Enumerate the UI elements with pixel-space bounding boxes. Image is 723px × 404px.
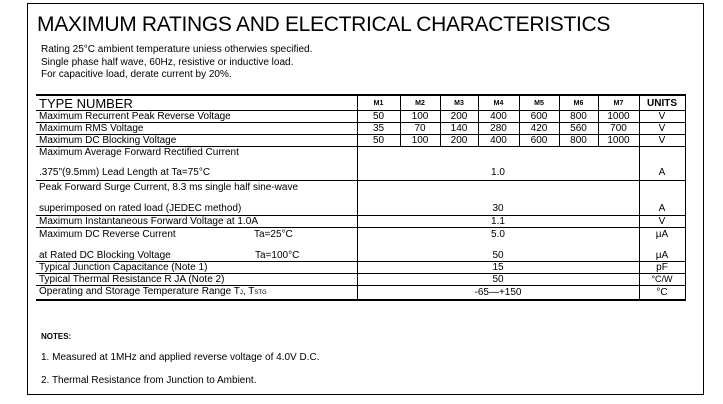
unit-cell: pF — [639, 262, 685, 274]
param-label: Typical Junction Capacitance (Note 1) — [36, 262, 357, 274]
value-cell: 800 — [559, 111, 598, 123]
value-cell: 700 — [598, 123, 639, 135]
model-header: M7 — [598, 95, 639, 111]
value-cell: 50 — [357, 274, 639, 286]
test-condition: Ta=25°C — [254, 229, 293, 240]
table-row — [36, 262, 685, 274]
unit-line: μA — [655, 229, 669, 240]
value-cell: 800 — [559, 135, 598, 147]
value-cell: 30 — [357, 181, 639, 216]
table-row — [36, 274, 685, 286]
value-cell: 100 — [400, 111, 440, 123]
value-cell — [357, 228, 639, 262]
table-row-reverse-current — [36, 228, 685, 262]
unit-cell: A — [639, 181, 685, 216]
value-cell: 420 — [519, 123, 559, 135]
param-label-line: Maximum Average Forward Rectified Current — [39, 147, 239, 158]
rating-conditions — [41, 44, 312, 82]
param-label-line: at Rated DC Blocking Voltage — [39, 250, 171, 261]
value-cell: 50 — [357, 135, 400, 147]
subscript: STG — [254, 290, 267, 296]
model-header: M1 — [357, 95, 400, 111]
value-cell: 50 — [357, 111, 400, 123]
table-row — [36, 286, 685, 301]
table-row-avg-current — [36, 147, 685, 181]
param-label-text: Operating and Storage Temperature Range T — [39, 286, 240, 297]
table-row — [36, 123, 685, 135]
ratings-table — [36, 94, 686, 301]
table-header-row — [36, 95, 685, 111]
table-row — [36, 216, 685, 228]
param-label — [36, 228, 357, 262]
param-label: Maximum DC Blocking Voltage — [36, 135, 357, 147]
value-cell: -65—+150 — [357, 286, 639, 301]
table-row — [36, 111, 685, 123]
value-cell: 400 — [478, 111, 519, 123]
param-label: Maximum RMS Voltage — [36, 123, 357, 135]
unit-cell — [639, 228, 685, 262]
param-label — [36, 147, 357, 181]
unit-cell: V — [639, 123, 685, 135]
value-cell: 600 — [519, 111, 559, 123]
value-cell: 560 — [559, 123, 598, 135]
value-line: 5.0 — [491, 229, 505, 240]
param-label-line: Maximum DC Reverse Current — [39, 229, 176, 240]
unit-cell: V — [639, 216, 685, 228]
notes-label: NOTES: — [41, 332, 72, 341]
subscript: J — [239, 290, 243, 296]
value-cell: 15 — [357, 262, 639, 274]
value-cell: 200 — [440, 135, 478, 147]
value-cell: 100 — [400, 135, 440, 147]
param-label — [36, 286, 357, 301]
unit-cell: A — [639, 147, 685, 181]
rating-condition-line: Rating 25°C ambient temperature uniess otherwies specified. — [41, 44, 313, 55]
value-cell: 35 — [357, 123, 400, 135]
value-cell: 1.1 — [357, 216, 639, 228]
table-row — [36, 135, 685, 147]
param-label-line: Peak Forward Surge Current, 8.3 ms single half sine-wave — [39, 182, 299, 193]
param-label-text: , T — [242, 286, 255, 297]
param-label-line: superimposed on rated load (JEDEC method) — [39, 203, 242, 214]
page-title: MAXIMUM RATINGS AND ELECTRICAL CHARACTERISTICS — [37, 13, 611, 36]
param-label: Maximum Instantaneous Forward Voltage at 1.0A — [36, 216, 357, 228]
model-header: M6 — [559, 95, 598, 111]
value-cell: 1.0 — [357, 147, 639, 181]
unit-cell: °C/W — [639, 274, 685, 286]
value-cell: 200 — [440, 111, 478, 123]
param-label: Maximum Recurrent Peak Reverse Voltage — [36, 111, 357, 123]
rating-condition-line: For capacitive load, derate current by 20%. — [41, 69, 232, 80]
value-line: 50 — [492, 250, 504, 261]
type-number-header: TYPE NUMBER — [36, 95, 357, 111]
rating-condition-line: Single phase half wave, 60Hz, resistive or inductive load. — [41, 56, 294, 68]
table-row-surge — [36, 181, 685, 216]
model-header: M3 — [440, 95, 478, 111]
model-header: M4 — [478, 95, 519, 111]
note-item: 2. Thermal Resistance from Junction to Ambient. — [41, 375, 257, 386]
model-header: M5 — [519, 95, 559, 111]
param-label: Typical Thermal Resistance R JA (Note 2) — [36, 274, 357, 286]
value-cell: 600 — [519, 135, 559, 147]
value-cell: 280 — [478, 123, 519, 135]
unit-cell: V — [639, 135, 685, 147]
value-cell: 70 — [400, 123, 440, 135]
value-cell: 1000 — [598, 135, 639, 147]
test-condition: Ta=100°C — [255, 250, 300, 261]
unit-cell: °C — [639, 286, 685, 301]
value-cell: 400 — [478, 135, 519, 147]
value-cell: 1000 — [598, 111, 639, 123]
note-item: 1. Measured at 1MHz and applied reverse voltage of 4.0V D.C. — [41, 352, 320, 363]
unit-line: μA — [655, 250, 669, 261]
param-label-line: .375"(9.5mm) Lead Length at Ta=75°C — [39, 167, 211, 178]
model-header: M2 — [400, 95, 440, 111]
value-cell: 140 — [440, 123, 478, 135]
unit-cell: V — [639, 111, 685, 123]
units-header: UNITS — [639, 95, 685, 111]
param-label — [36, 181, 357, 216]
